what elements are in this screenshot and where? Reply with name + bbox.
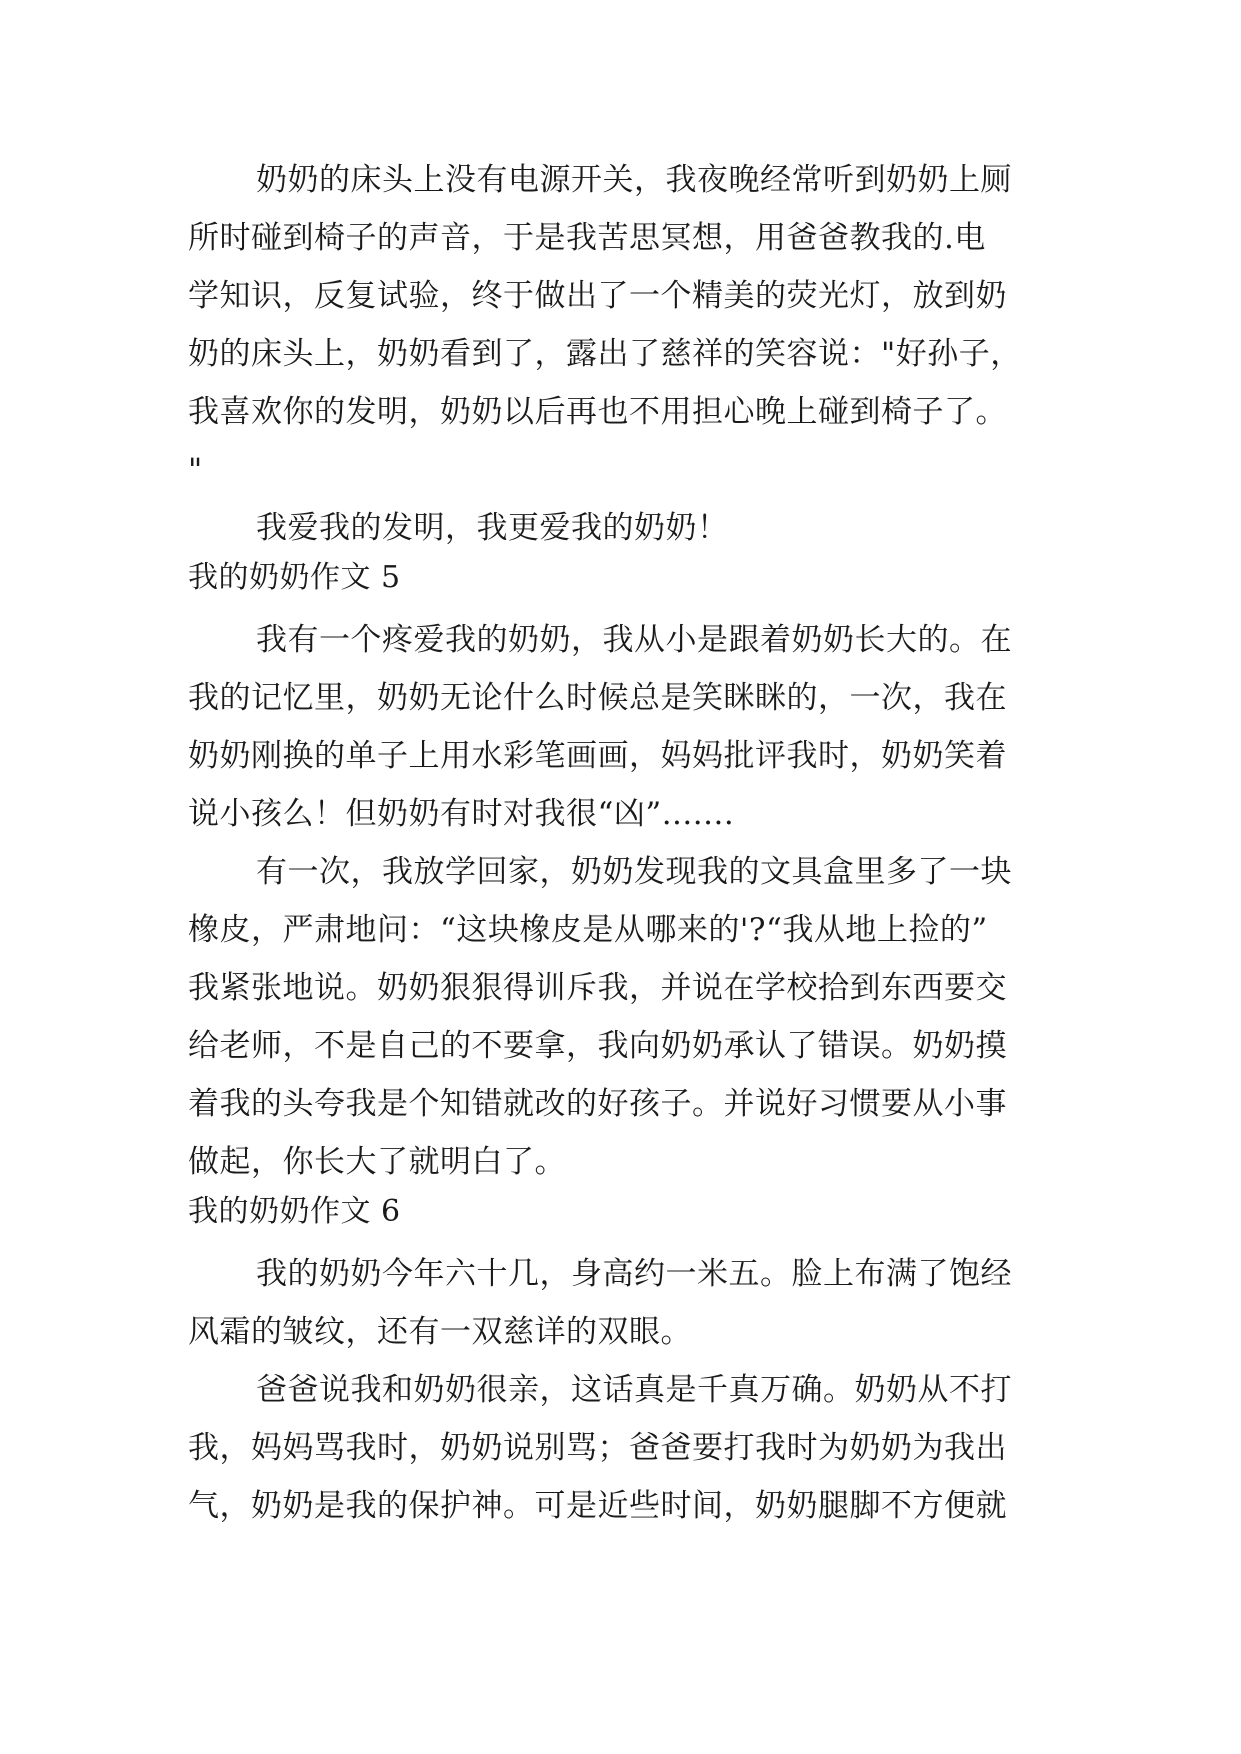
paragraph-line: 我爱我的发明，我更爱我的奶奶！ [256,510,729,546]
paragraph-line: " [188,452,203,488]
paragraph-line: 我喜欢你的发明，奶奶以后再也不用担心晚上碰到椅子了。 [188,394,1007,430]
paragraph-line: 奶奶刚换的单子上用水彩笔画画，妈妈批评我时，奶奶笑着 [188,738,1007,774]
paragraph-line: 爸爸说我和奶奶很亲，这话真是千真万确。奶奶从不打 [256,1372,1012,1408]
section-heading: 我的奶奶作文 5 [188,560,401,595]
paragraph-line: 奶的床头上，奶奶看到了，露出了慈祥的笑容说："好孙子， [188,336,1022,372]
paragraph-line: 所时碰到椅子的声音，于是我苦思冥想，用爸爸教我的.电 [188,220,986,256]
paragraph-line: 有一次，我放学回家，奶奶发现我的文具盒里多了一块 [256,854,1012,890]
paragraph-line: 气，奶奶是我的保护神。可是近些时间，奶奶腿脚不方便就 [188,1488,1007,1524]
paragraph-line: 着我的头夸我是个知错就改的好孩子。并说好习惯要从小事 [188,1086,1007,1122]
paragraph-line: 橡皮，严肃地问：“这块橡皮是从哪来的'?“我从地上捡的” [188,912,988,948]
paragraph-line: 我，妈妈骂我时，奶奶说别骂；爸爸要打我时为奶奶为我出 [188,1430,1007,1466]
paragraph-line: 我的记忆里，奶奶无论什么时候总是笑眯眯的，一次，我在 [188,680,1007,716]
paragraph-line: 给老师，不是自己的不要拿，我向奶奶承认了错误。奶奶摸 [188,1028,1007,1064]
section-heading: 我的奶奶作文 6 [188,1194,401,1229]
paragraph-line: 我有一个疼爱我的奶奶，我从小是跟着奶奶长大的。在 [256,622,1012,658]
paragraph-line: 做起，你长大了就明白了。 [188,1144,566,1180]
paragraph-line: 我的奶奶今年六十几，身高约一米五。脸上布满了饱经 [256,1256,1012,1292]
paragraph-line: 奶奶的床头上没有电源开关，我夜晚经常听到奶奶上厕 [256,162,1012,198]
paragraph-line: 风霜的皱纹，还有一双慈详的双眼。 [188,1314,692,1350]
paragraph-line: 我紧张地说。奶奶狠狠得训斥我，并说在学校拾到东西要交 [188,970,1007,1006]
paragraph-line: 学知识，反复试验，终于做出了一个精美的荧光灯，放到奶 [188,278,1007,314]
paragraph-line: 说小孩么！但奶奶有时对我很“凶”....... [188,796,735,832]
